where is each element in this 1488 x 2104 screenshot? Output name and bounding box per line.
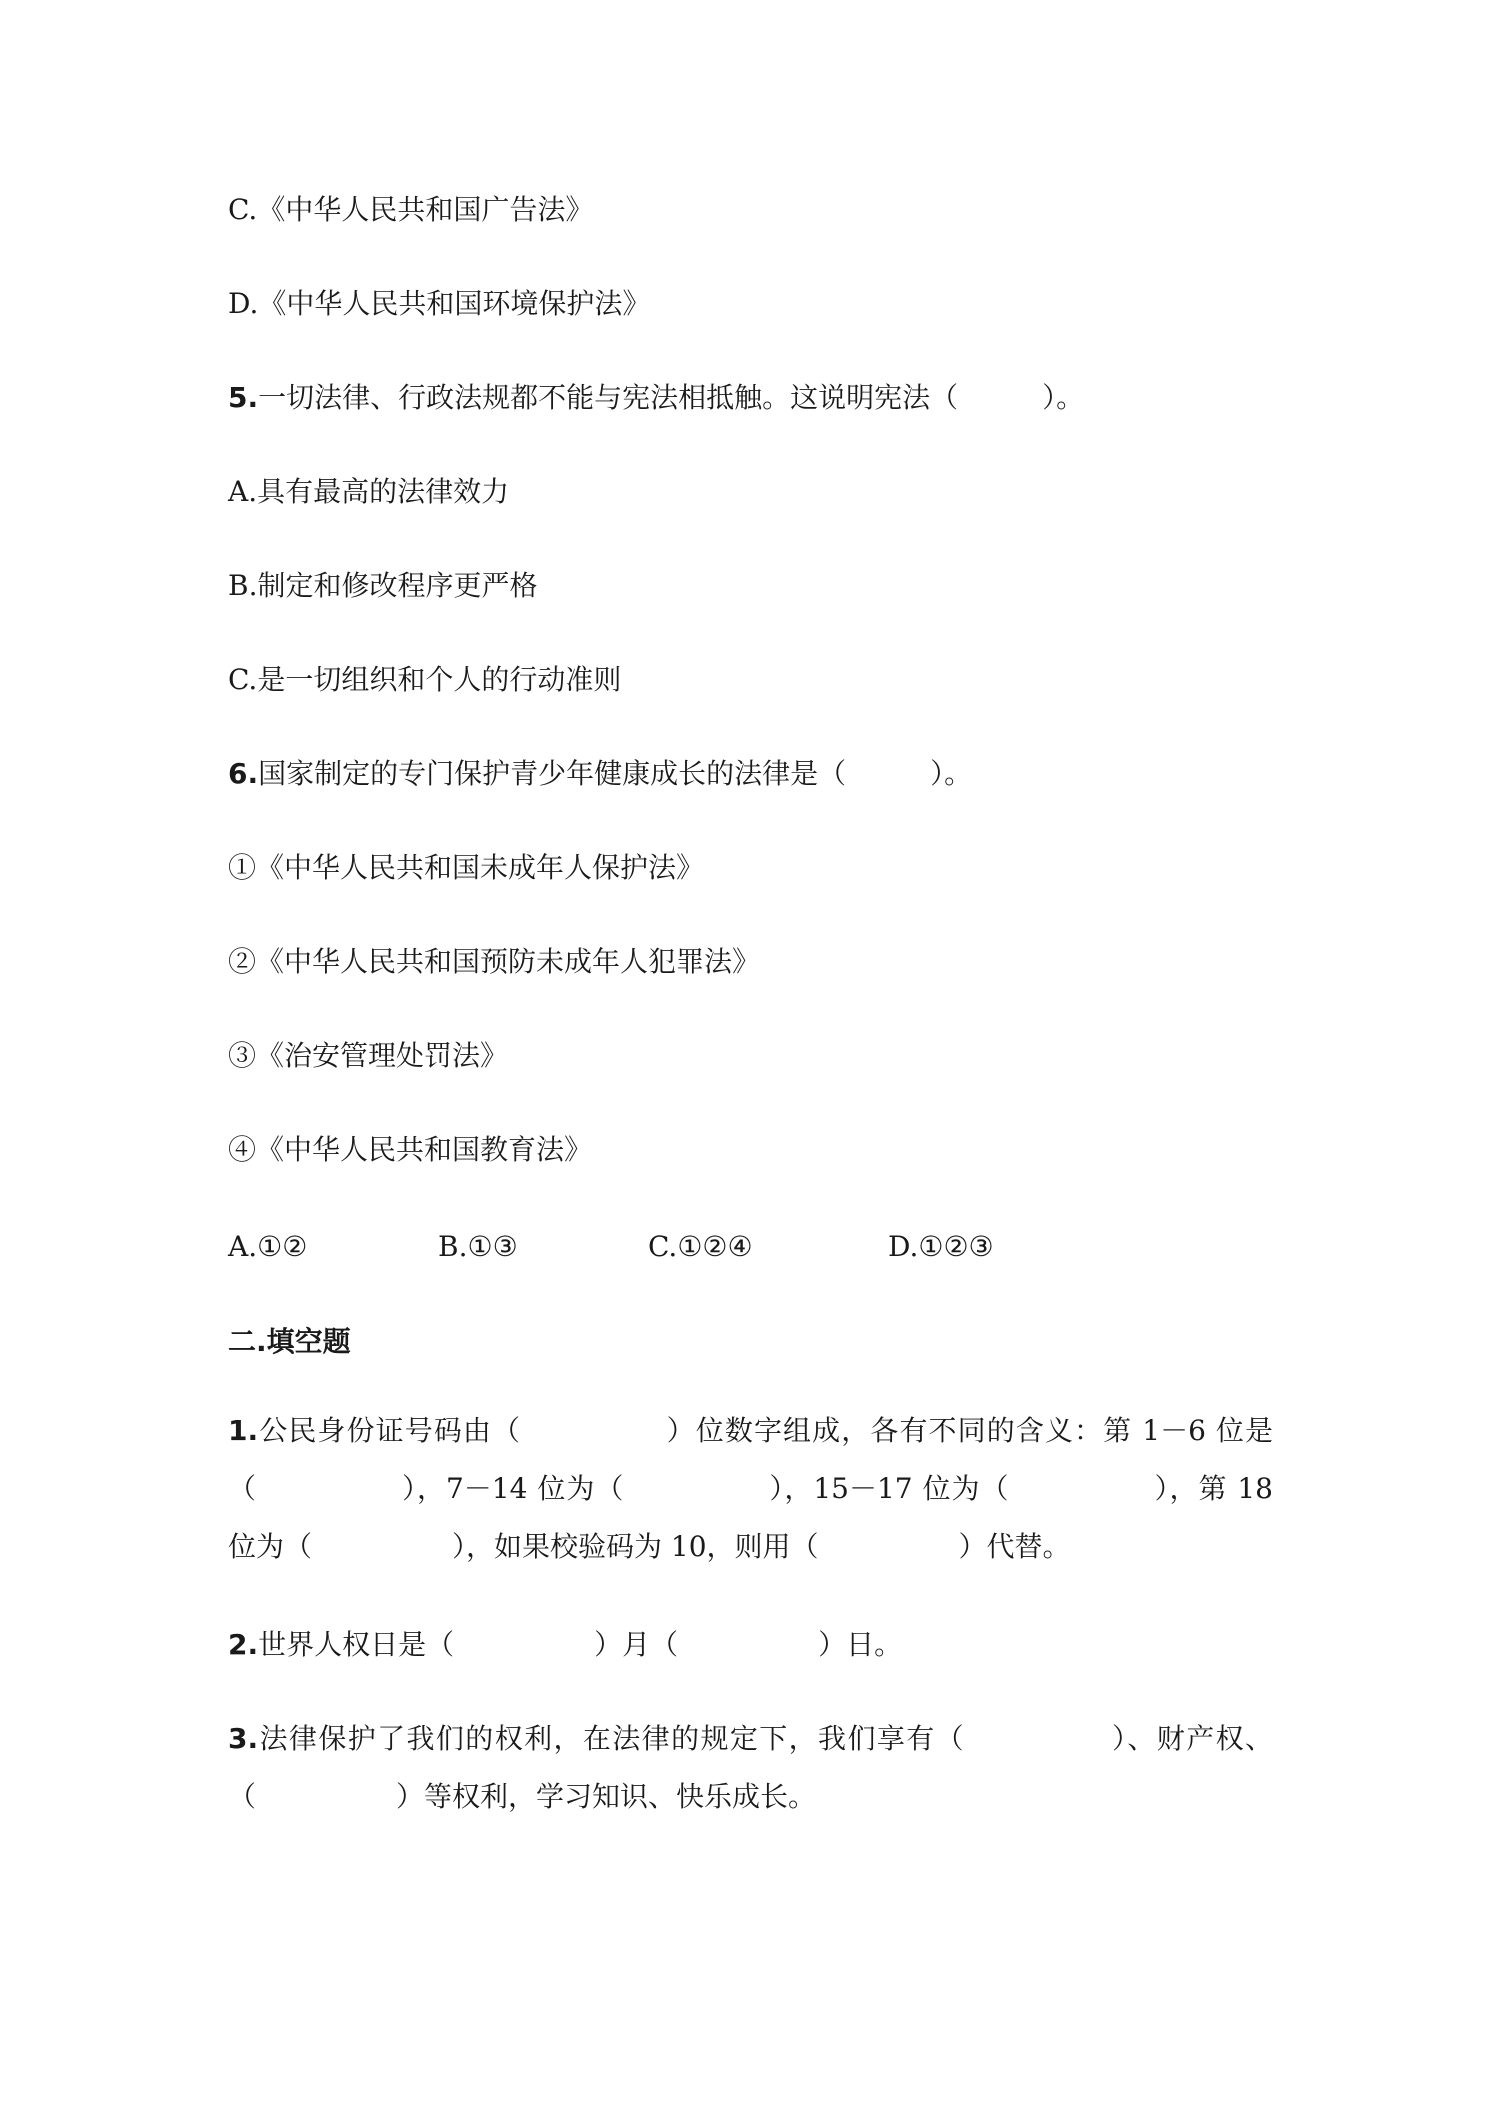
q5-option-c: C.是一切组织和个人的行动准则 bbox=[228, 663, 622, 696]
q6-item-3: ③《治安管理处罚法》 bbox=[228, 1039, 509, 1072]
q6-item-1: ①《中华人民共和国未成年人保护法》 bbox=[228, 851, 705, 884]
q4-option-d: D.《中华人民共和国环境保护法》 bbox=[228, 287, 651, 320]
q6-choice-c: C.①②④ bbox=[648, 1230, 753, 1263]
fill2-number: 2. bbox=[228, 1628, 259, 1661]
q5-option-a: A.具有最高的法律效力 bbox=[228, 475, 510, 508]
q5-stem: 一切法律、行政法规都不能与宪法相抵触。这说明宪法（ ）。 bbox=[258, 381, 1085, 414]
q5-question bbox=[228, 378, 1084, 418]
fill3-text: 法律保护了我们的权利，在法律的规定下，我们享有（ ）、财产权、（ ）等权利，学习知识、快乐成长。 bbox=[228, 1722, 1273, 1813]
fill-question-3 bbox=[228, 1710, 1273, 1826]
q6-choice-b: B.①③ bbox=[438, 1230, 518, 1263]
fill-question-2 bbox=[228, 1616, 1273, 1674]
fill1-number: 1. bbox=[228, 1414, 259, 1447]
q5-number: 5. bbox=[228, 381, 259, 414]
fill3-number: 3. bbox=[228, 1722, 259, 1755]
section-title-fill-in: 二.填空题 bbox=[228, 1325, 351, 1358]
q6-item-2: ②《中华人民共和国预防未成年人犯罪法》 bbox=[228, 945, 761, 978]
q5-option-b: B.制定和修改程序更严格 bbox=[228, 569, 538, 602]
q6-item-4: ④《中华人民共和国教育法》 bbox=[228, 1133, 593, 1166]
fill2-text: 世界人权日是（ ）月（ ）日。 bbox=[258, 1628, 903, 1661]
q6-number: 6. bbox=[228, 757, 259, 790]
q4-option-c: C.《中华人民共和国广告法》 bbox=[228, 193, 594, 226]
q6-choice-d: D.①②③ bbox=[888, 1230, 994, 1263]
q6-choice-a: A.①② bbox=[228, 1230, 308, 1263]
fill-question-1 bbox=[228, 1402, 1273, 1576]
fill1-text: 公民身份证号码由（ ）位数字组成，各有不同的含义：第 1－6 位是（ ），7－14 位为（ ），15－17 位为（ ），第 18 位为（ ），如果校验码为 10，则用（ ）代替。 bbox=[228, 1414, 1273, 1563]
q6-stem: 国家制定的专门保护青少年健康成长的法律是（ ）。 bbox=[258, 757, 973, 790]
q6-choices bbox=[0, 1227, 1488, 1267]
q6-question bbox=[228, 754, 972, 794]
